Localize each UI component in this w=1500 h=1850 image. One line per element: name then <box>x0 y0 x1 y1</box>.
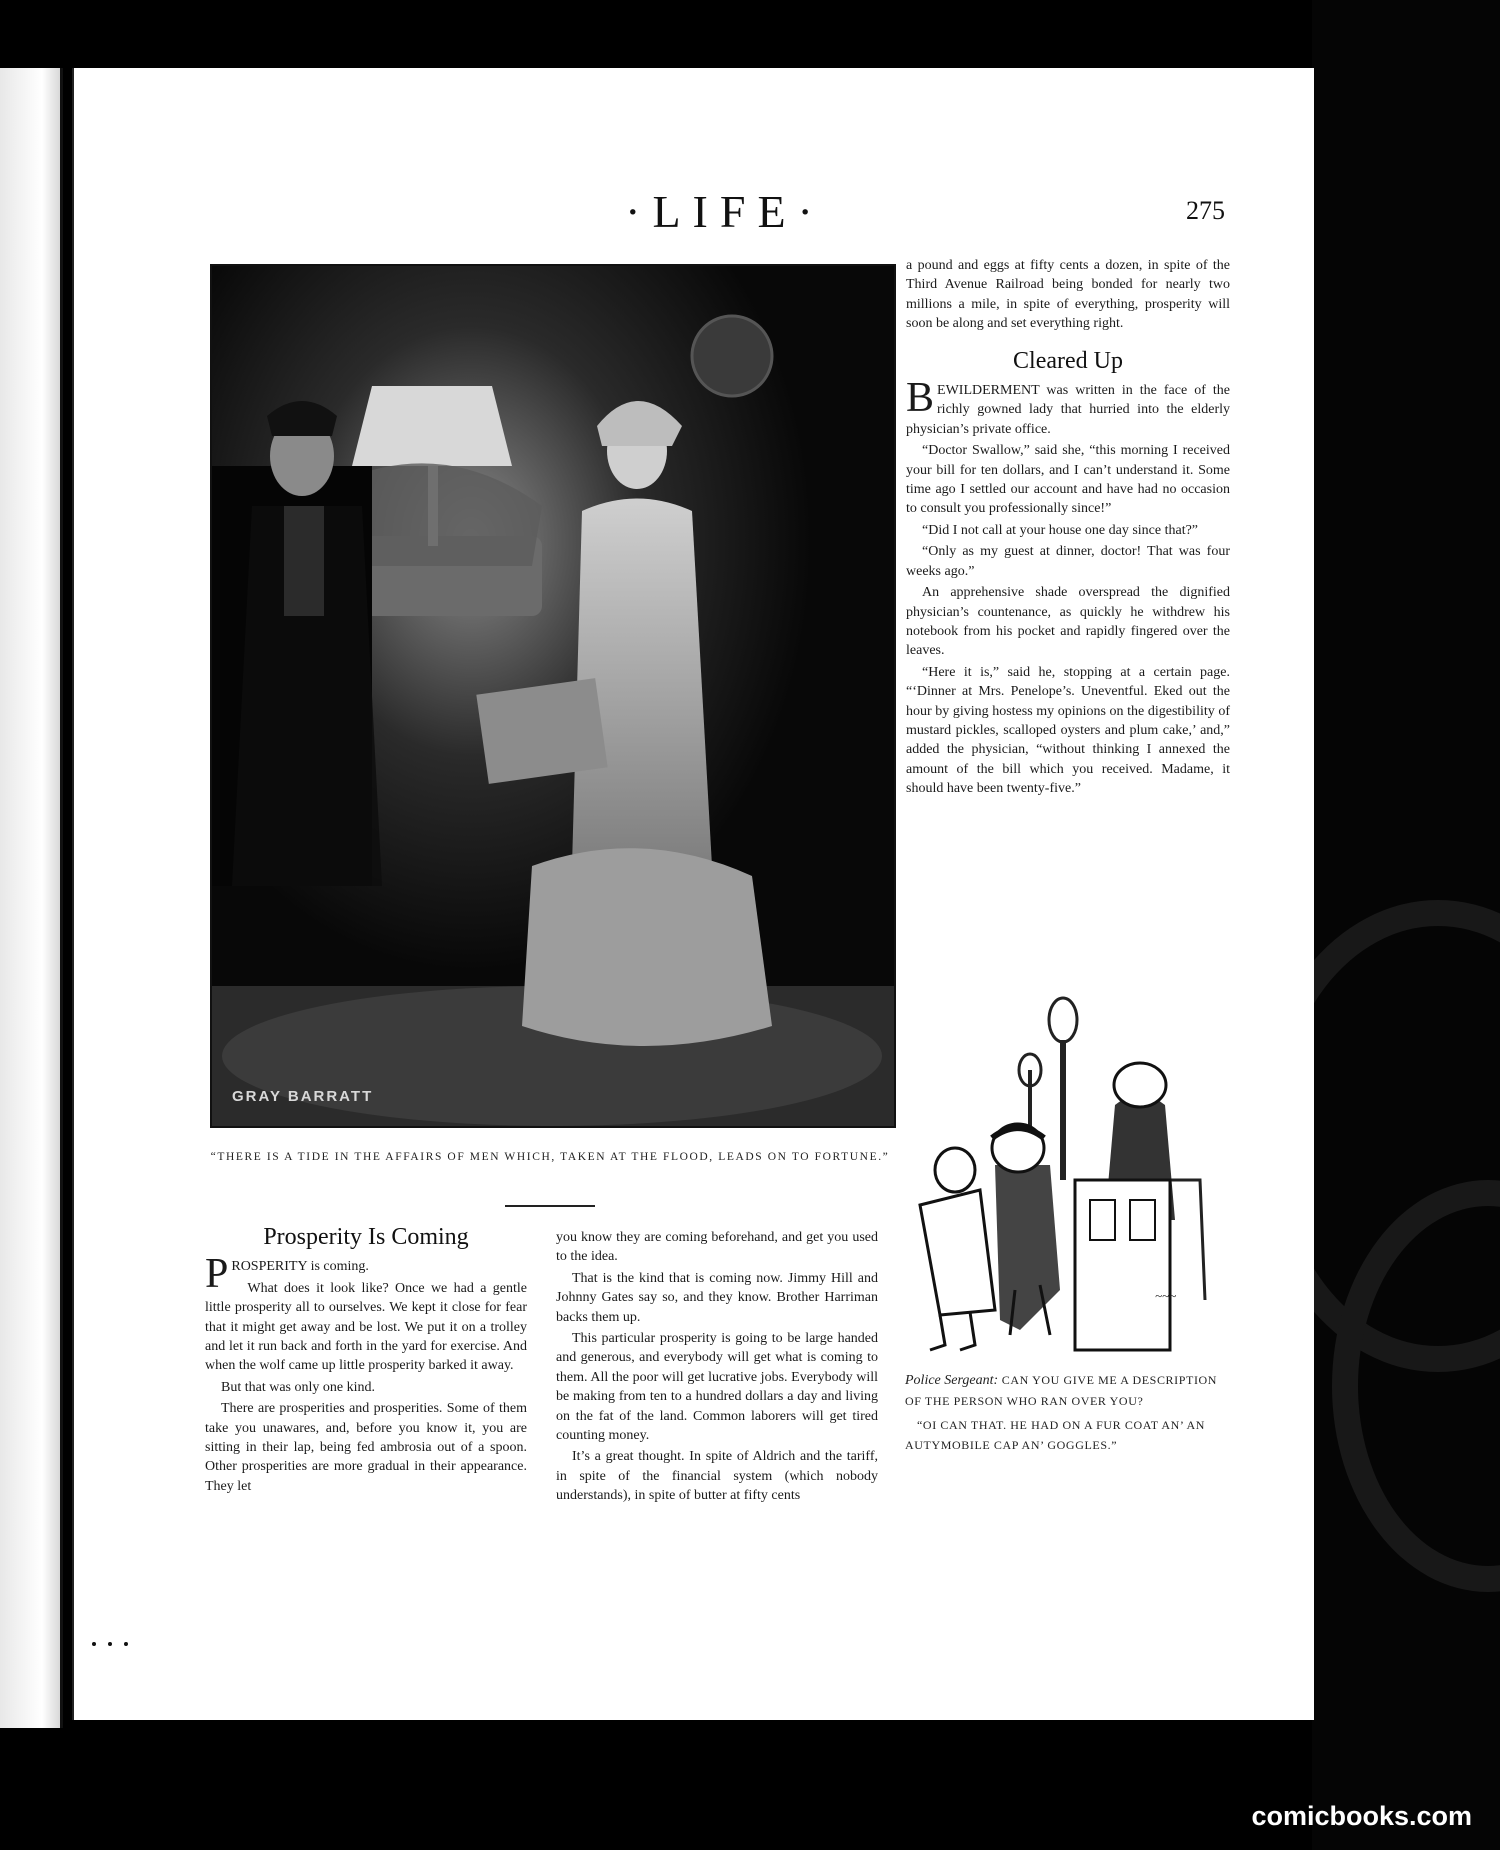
artist-signature: GRAY BARRATT <box>232 1088 374 1105</box>
cleared-up-paragraph: “Did I not call at your house one day since that?” <box>922 522 1199 538</box>
prosperity-paragraph: There are prosperities and prosperities. Some of them take you unawares, and, before you know it, you are sitting in their lap, being fed ambrosia out of a spoon. Other prosperities are more gradual in their appearance. They let <box>205 1401 527 1494</box>
page-title: ·LIFE· <box>625 186 825 237</box>
cartoon-drawing <box>900 990 1250 1360</box>
column-right-top <box>906 256 1230 801</box>
dropcap-p: P <box>205 1251 229 1298</box>
column-prosperity-2 <box>556 1228 878 1508</box>
illustration-painting <box>210 264 896 1128</box>
dropcap-b: B <box>906 375 935 422</box>
svg-text:~~~: ~~~ <box>1155 1288 1177 1303</box>
question-text: CAN YOU GIVE ME A DESCRIPTION OF THE PERSON WHO RAN OVER YOU? <box>905 1373 1218 1408</box>
cartoon-question <box>905 1370 1235 1411</box>
section-divider <box>505 1205 595 1207</box>
illustration-caption: “THERE IS A TIDE IN THE AFFAIRS OF MEN WHICH, TAKEN AT THE FLOOD, LEADS ON TO FORTUNE.” <box>210 1151 890 1163</box>
cleared-up-title: Cleared Up <box>1013 347 1123 374</box>
cartoon-illustration <box>900 990 1250 1360</box>
cartoon-answer: “OI CAN THAT. HE HAD ON A FUR COAT AN’ AN AUTYMOBILE CAP AN’ GOGGLES.” <box>905 1418 1206 1452</box>
prosperity-paragraph: It’s a great thought. In spite of Aldrich and the tariff, in spite of the financial system (which nobody understands), in spite of butter at fifty cents <box>556 1449 878 1504</box>
page-number: 275 <box>1186 196 1225 225</box>
prosperity-paragraph: That is the kind that is coming now. Jimmy Hill and Johnny Gates say so, and they know. Brother Harriman backs them up. <box>556 1270 878 1325</box>
margin-dots <box>92 1633 140 1651</box>
cleared-up-paragraph: “Doctor Swallow,” said she, “this morning I received your bill for ten dollars, and I can’t understand it. Some time ago I settled our account and have had no occasion to consult you professionally since!” <box>906 443 1230 517</box>
prosperity-continuation: a pound and eggs at fifty cents a dozen, in spite of the Third Avenue Railroad being bonded for nearly two millions a mile, in spite of everything, prosperity will soon be along and set everything right. <box>906 258 1230 332</box>
prosperity-paragraph: This particular prosperity is going to be large handed and generous, and everybody will get what is coming to them. All the poor will get lucrative jobs. Everybody will be making from ten to a hundred dollars a day and living on the fat of the land. Common laborers will get tired counting money. <box>556 1331 878 1444</box>
prosperity-paragraph: What does it look like? Once we had a gentle little prosperity all to ourselves. We kept it close for fear that it might get away and be lost. We put it on a trolley and let it run back and forth in the yard for exercise. And when the wolf came up little prosperity barked it away. <box>205 1280 527 1374</box>
site-watermark: comicbooks.com <box>1251 1801 1472 1831</box>
cleared-up-paragraph: “Only as my guest at dinner, doctor! That was four weeks ago.” <box>906 544 1230 579</box>
cleared-up-paragraph: “Here it is,” said he, stopping at a certain page. “‘Dinner at Mrs. Penelope’s. Uneventful. Eked out the hour by giving hostess my opinions on the digestibility of mustard pickles, scalloped oysters and plum cake,’ and,” added the physician, “without thinking I annexed the amount of the bill which you received. Madame, it should have been twenty-five.” <box>906 664 1230 797</box>
background-right <box>1312 0 1500 1850</box>
cartoon-caption <box>905 1370 1235 1455</box>
facing-page-edge <box>0 68 63 1728</box>
painting-scene <box>212 266 894 1126</box>
prosperity-title: Prosperity Is Coming <box>263 1224 469 1250</box>
column-prosperity-1 <box>205 1224 527 1498</box>
speaker-label: Police Sergeant: <box>905 1373 999 1388</box>
cleared-up-paragraph: An apprehensive shade overspread the dignified physician’s countenance, as quickly he withdrew his notebook from his pocket and rapidly fingered over the leaves. <box>906 585 1230 659</box>
cleared-up-paragraph: BEWILDERMENT was written in the face of the richly gowned lady that hurried into the elderly physician’s private office. <box>906 375 1230 437</box>
prosperity-paragraph: you know they are coming beforehand, and get you used to the idea. <box>556 1230 878 1265</box>
prosperity-paragraph: But that was only one kind. <box>221 1379 375 1395</box>
prosperity-paragraph: PROSPERITY is coming. <box>205 1251 369 1298</box>
